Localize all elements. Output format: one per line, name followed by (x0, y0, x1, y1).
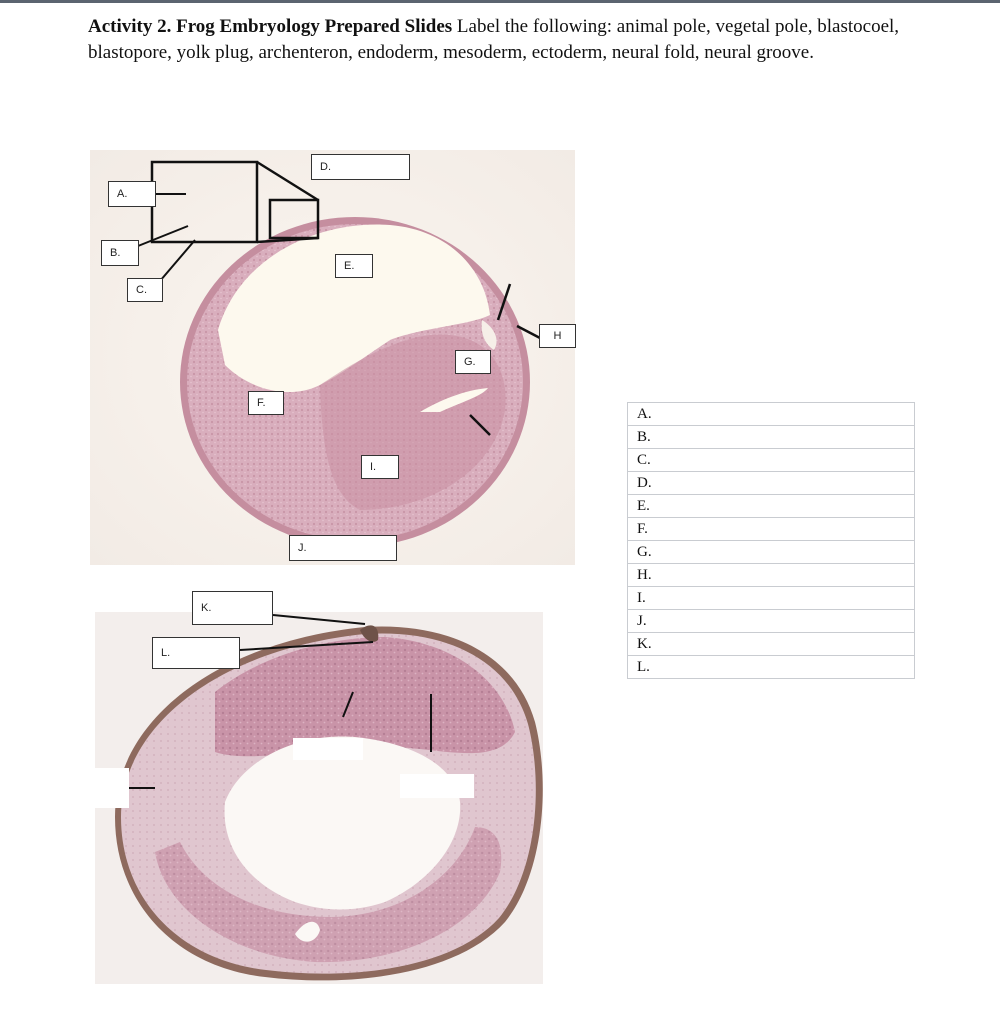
erased-label-center (293, 738, 363, 760)
answer-cell[interactable]: B. (628, 426, 915, 449)
answer-cell[interactable]: A. (628, 403, 915, 426)
answer-row (628, 656, 915, 679)
slide-1-gastrula-image (90, 150, 575, 565)
label-box-l[interactable] (152, 637, 240, 669)
answer-cell[interactable]: D. (628, 472, 915, 495)
label-e-text: E. (344, 260, 355, 272)
label-box-e[interactable] (335, 254, 373, 278)
label-box-a[interactable] (108, 181, 156, 207)
answer-cell[interactable]: E. (628, 495, 915, 518)
answer-row (628, 518, 915, 541)
answer-row (628, 472, 915, 495)
activity-instructions: Label the following: animal pole, vegetal pole, blastocoel, blastopore, yolk plug, archenteron, endoderm, mesoderm, ectoderm, neural fold, neural groove. (88, 16, 900, 63)
label-box-c[interactable] (127, 278, 163, 302)
answer-row (628, 449, 915, 472)
erased-label-left (95, 768, 129, 808)
answer-row (628, 610, 915, 633)
answer-row (628, 403, 915, 426)
activity-heading (88, 14, 918, 66)
label-d-text: D. (320, 161, 331, 173)
label-box-i[interactable] (361, 455, 399, 479)
answer-cell[interactable]: F. (628, 518, 915, 541)
label-box-h[interactable] (539, 324, 576, 348)
answer-cell[interactable]: H. (628, 564, 915, 587)
top-border (0, 0, 1000, 3)
label-j-text: J. (298, 542, 307, 554)
answer-row (628, 541, 915, 564)
answer-row (628, 564, 915, 587)
answer-row (628, 495, 915, 518)
label-c-text: C. (136, 284, 147, 296)
label-box-b[interactable] (101, 240, 139, 266)
answer-table (627, 402, 915, 679)
label-k-text: K. (201, 602, 212, 614)
label-h-text: H (553, 330, 562, 342)
label-l-text: L. (161, 647, 171, 659)
activity-title: Activity 2. Frog Embryology Prepared Slides (88, 16, 453, 37)
label-box-j[interactable] (289, 535, 397, 561)
answer-cell[interactable]: G. (628, 541, 915, 564)
answer-cell[interactable]: L. (628, 656, 915, 679)
label-box-g[interactable] (455, 350, 491, 374)
erased-label-right (400, 774, 474, 798)
label-box-d[interactable] (311, 154, 410, 180)
label-b-text: B. (110, 247, 121, 259)
answer-row (628, 587, 915, 610)
answer-cell[interactable]: I. (628, 587, 915, 610)
label-f-text: F. (257, 397, 266, 409)
answer-cell[interactable]: C. (628, 449, 915, 472)
answer-cell[interactable]: J. (628, 610, 915, 633)
answer-row (628, 426, 915, 449)
answer-cell[interactable]: K. (628, 633, 915, 656)
label-box-f[interactable] (248, 391, 284, 415)
label-box-k[interactable] (192, 591, 273, 625)
label-i-text: I. (370, 461, 377, 473)
answer-row (628, 633, 915, 656)
label-a-text: A. (117, 188, 128, 200)
label-g-text: G. (464, 356, 476, 368)
